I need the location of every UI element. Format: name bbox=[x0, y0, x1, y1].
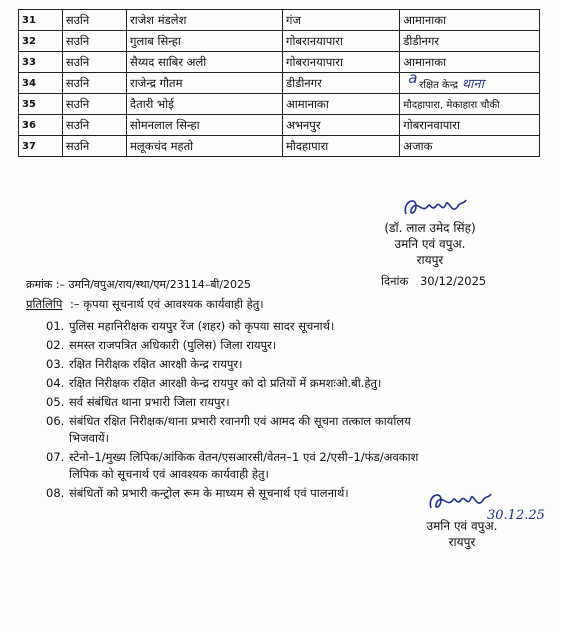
row-to: डीडीनगर bbox=[400, 31, 540, 52]
table-row bbox=[19, 10, 540, 31]
row-from: अभनपुर bbox=[283, 115, 400, 136]
officer-title: उमनि एवं वपुअ. bbox=[394, 237, 466, 251]
row-number: 37 bbox=[19, 136, 63, 157]
item-text: पुलिस महानिरीक्षक रायपुर रेंज (शहर) को कृपया सादर सूचनार्थ। bbox=[69, 319, 335, 333]
officer-place: रायपुर bbox=[416, 253, 444, 267]
signature-scribble-icon bbox=[400, 192, 470, 222]
row-from: गोबरानयापारा bbox=[283, 31, 400, 52]
row-name: सोमनलाल सिन्हा bbox=[127, 115, 283, 136]
row-number: 32 bbox=[19, 31, 63, 52]
row-to: गोबरानवापारा bbox=[400, 115, 540, 136]
row-rank: सउनि bbox=[62, 136, 126, 157]
list-item bbox=[46, 318, 536, 335]
item-number: 03. bbox=[46, 357, 65, 371]
item-text-continued: भिजवायें। bbox=[69, 431, 109, 445]
date-label: दिनांक bbox=[381, 274, 409, 288]
item-text: स्टेनो–1/मुख्य लिपिक/आंकिक वेतन/एसआरसी/वेतन–1 एवं 2/एसी–1/फंड/अवकाश bbox=[69, 450, 419, 464]
item-number: 01. bbox=[46, 319, 65, 333]
table-row bbox=[19, 73, 540, 94]
item-number: 06. bbox=[46, 414, 65, 428]
row-to: आमानाका bbox=[400, 52, 540, 73]
item-text: संबंधित रक्षित निरीक्षक/थाना प्रभारी रवानगी एवं आमद की सूचना तत्काल कार्यालय bbox=[69, 414, 411, 428]
signature-bottom-mark bbox=[425, 486, 495, 520]
signature-bottom bbox=[402, 518, 522, 550]
row-name: सैय्यद साबिर अली bbox=[127, 52, 283, 73]
row-to: आमानाका bbox=[400, 10, 540, 31]
reference-number: उमनि/वपुअ/राय/स्था/एम/23114–बी/2025 bbox=[68, 278, 252, 291]
signature-scribble-icon bbox=[425, 486, 495, 516]
table-row bbox=[19, 31, 540, 52]
transfer-table-body bbox=[19, 10, 540, 157]
list-item bbox=[46, 413, 536, 447]
handwritten-date: 30.12.25 bbox=[487, 508, 545, 523]
date-line bbox=[381, 274, 486, 289]
officer-name: (डॉ. लाल उमेद सिंह) bbox=[384, 221, 476, 235]
row-name: दैतारी भोई bbox=[127, 94, 283, 115]
row-from: गंज bbox=[283, 10, 400, 31]
list-item bbox=[46, 375, 536, 392]
transfer-table bbox=[18, 9, 540, 157]
item-number: 02. bbox=[46, 338, 65, 352]
item-number: 05. bbox=[46, 395, 65, 409]
handwritten-note: थाना bbox=[461, 77, 485, 92]
table-row bbox=[19, 94, 540, 115]
row-number: 34 bbox=[19, 73, 63, 94]
row-rank: सउनि bbox=[62, 94, 126, 115]
row-rank: सउनि bbox=[62, 115, 126, 136]
item-text: सर्व संबंधित थाना प्रभारी जिला रायपुर। bbox=[69, 395, 230, 409]
row-to-text: रक्षित केन्द्र bbox=[419, 80, 459, 91]
row-from: डीडीनगर bbox=[283, 73, 400, 94]
row-name: राजेश मंडलेश bbox=[127, 10, 283, 31]
row-to bbox=[400, 73, 540, 94]
officer-place: रायपुर bbox=[448, 535, 476, 549]
list-item bbox=[46, 449, 536, 483]
table-row bbox=[19, 136, 540, 157]
row-rank: सउनि bbox=[62, 52, 126, 73]
table-row bbox=[19, 52, 540, 73]
row-rank: सउनि bbox=[62, 31, 126, 52]
list-item bbox=[46, 356, 536, 373]
officer-title: उमनि एवं वपुअ. bbox=[426, 519, 498, 533]
reference-line bbox=[26, 277, 251, 292]
row-name: मलूकचंद महतो bbox=[127, 136, 283, 157]
row-number: 35 bbox=[19, 94, 63, 115]
handwritten-correction: a bbox=[408, 72, 418, 87]
reference-label: क्रमांक :– bbox=[26, 278, 66, 291]
row-name: राजेन्द्र गौतम bbox=[127, 73, 283, 94]
row-from: गोबरानयापारा bbox=[283, 52, 400, 73]
row-rank: सउनि bbox=[62, 10, 126, 31]
item-text: रक्षित निरीक्षक रक्षित आरक्षी केन्द्र रायपुर। bbox=[69, 357, 243, 371]
distribution-list bbox=[46, 318, 536, 504]
list-item bbox=[46, 337, 536, 354]
item-text: संबंधितों को प्रभारी कन्ट्रोल रूम के माध्यम से सूचनार्थ एवं पालनार्थ। bbox=[69, 486, 349, 500]
row-to: मौदहापारा, मेकाहारा चौकी bbox=[400, 94, 540, 115]
row-from: आमानाका bbox=[283, 94, 400, 115]
signature-top bbox=[360, 220, 500, 268]
item-text: समस्त राजपत्रित अधिकारी (पुलिस) जिला रायपुर। bbox=[69, 338, 277, 352]
item-number: 08. bbox=[46, 486, 65, 500]
row-name: गुलाब सिन्हा bbox=[127, 31, 283, 52]
table-row bbox=[19, 115, 540, 136]
row-from: मौदहापारा bbox=[283, 136, 400, 157]
copy-label: प्रतिलिपि bbox=[26, 297, 63, 311]
row-to: अजाक bbox=[400, 136, 540, 157]
row-rank: सउनि bbox=[62, 73, 126, 94]
date-value: 30/12/2025 bbox=[419, 274, 487, 288]
copy-header bbox=[26, 297, 264, 312]
item-number: 04. bbox=[46, 376, 65, 390]
row-number: 36 bbox=[19, 115, 63, 136]
row-number: 33 bbox=[19, 52, 63, 73]
copy-text: :– कृपया सूचनार्थ एवं आवश्यक कार्यवाही हेतु। bbox=[70, 297, 264, 311]
item-text: रक्षित निरीक्षक रक्षित आरक्षी केन्द्र रायपुर को दो प्रतियों में क्रमशःओ.बी.हेतु। bbox=[69, 376, 382, 390]
item-text-continued: लिपिक को सूचनार्थ एवं आवश्यक कार्यवाही हेतु। bbox=[69, 467, 269, 481]
list-item bbox=[46, 394, 536, 411]
row-number: 31 bbox=[19, 10, 63, 31]
item-number: 07. bbox=[46, 450, 65, 464]
